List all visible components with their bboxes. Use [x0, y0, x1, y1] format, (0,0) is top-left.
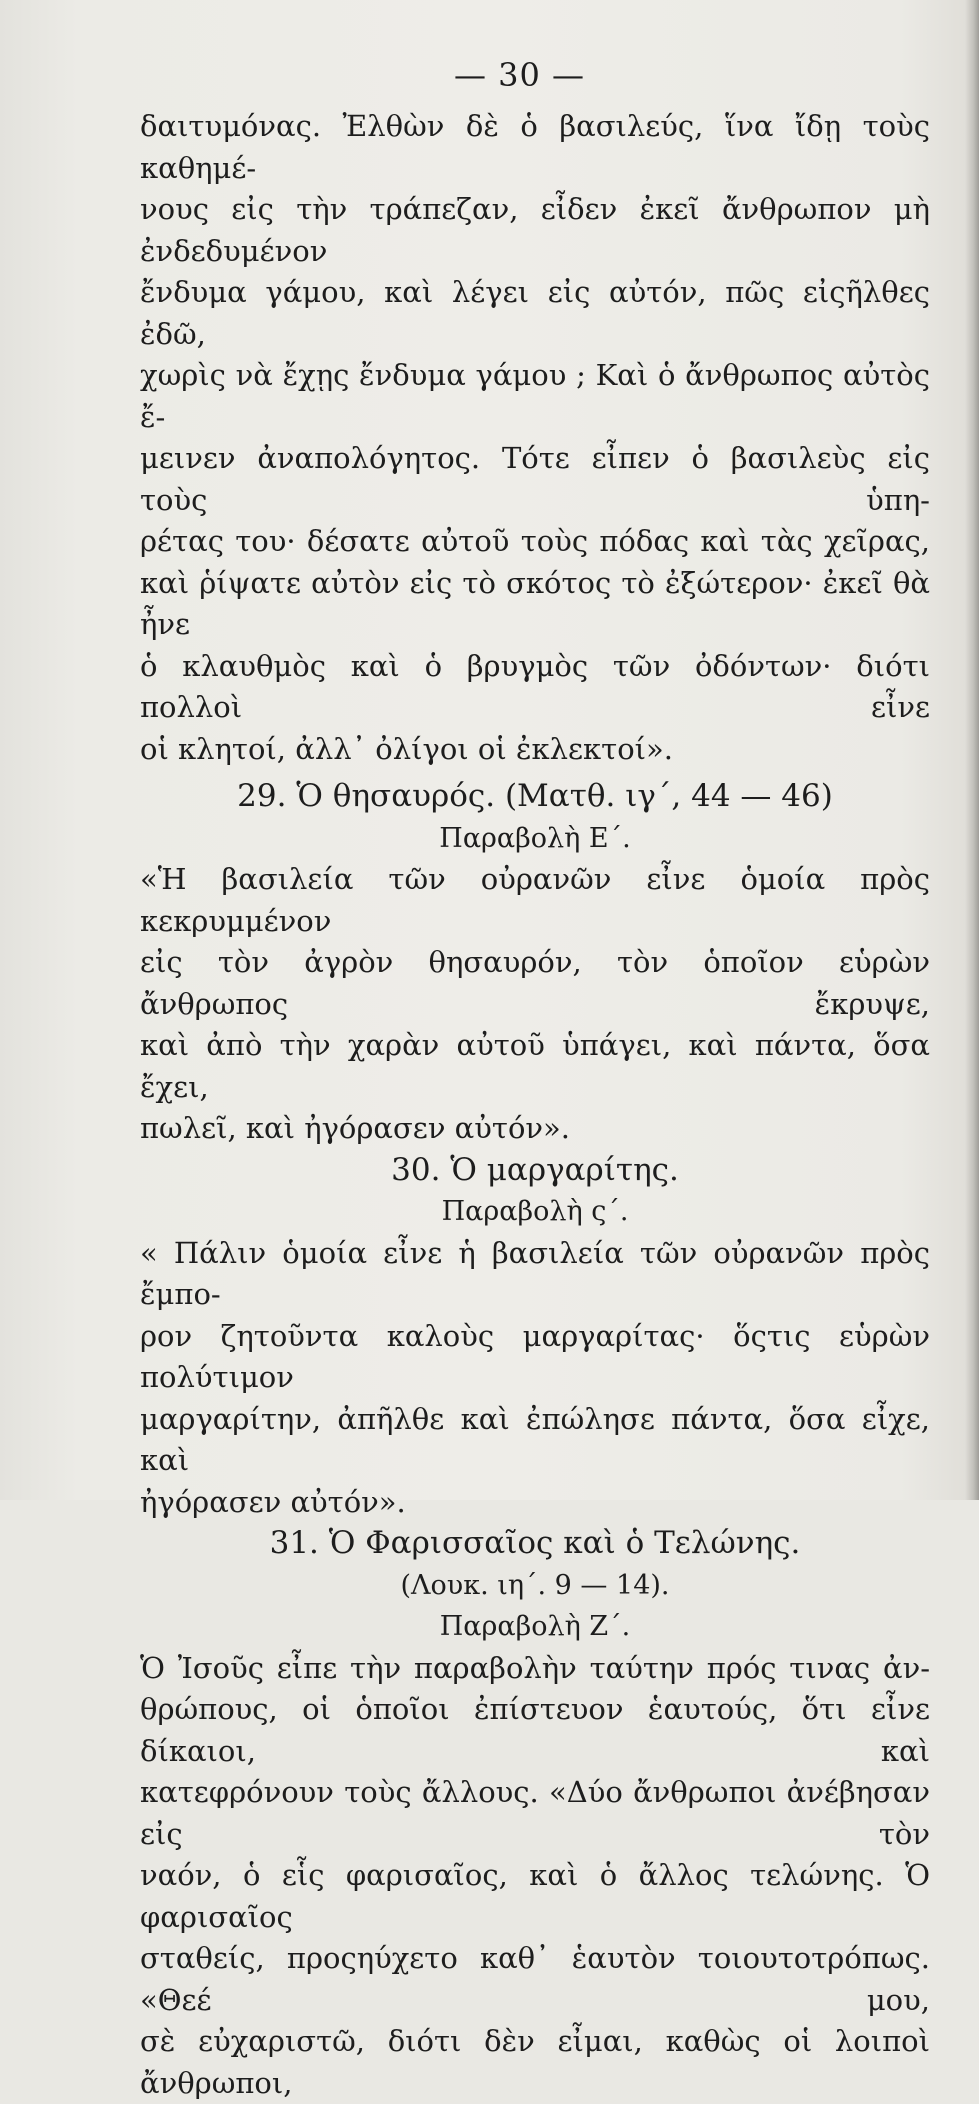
page-number: — 30 — — [0, 56, 979, 94]
section-31-title: 31. Ὁ Φαρισσαῖος καὶ ὁ Τελώνης. — [140, 1523, 930, 1565]
section-31-reference: (Λουκ. ιη´. 9 — 14). — [140, 1565, 930, 1607]
text-line: δαιτυμόνας. Ἐλθὼν δὲ ὁ βασιλεύς, ἵνα ἴδῃ τοὺς καθημέ- — [140, 106, 930, 189]
section-31-text — [140, 1648, 930, 2104]
section-29-subtitle: Παραβολὴ Ε´. — [140, 818, 930, 860]
page-edge-shadow — [965, 0, 979, 1500]
text-line: καὶ ῥίψατε αὐτὸν εἰς τὸ σκότος τὸ ἐξώτερον· ἐκεῖ θὰ ἦνε — [140, 563, 930, 646]
section-29-title: 29. Ὁ θησαυρός. (Ματθ. ιγ´, 44 — 46) — [140, 776, 930, 818]
text-line: ὁ κλαυθμὸς καὶ ὁ βρυγμὸς τῶν ὀδόντων· διότι πολλοὶ εἶνε — [140, 646, 930, 729]
paragraph-continuation — [140, 106, 930, 770]
section-31-subtitle: Παραβολὴ Ζ´. — [140, 1606, 930, 1648]
text-line: ρον ζητοῦντα καλοὺς μαργαρίτας· ὅςτις εὑρὼν πολύτιμον — [140, 1316, 930, 1399]
text-line: καὶ ἀπὸ τὴν χαρὰν αὐτοῦ ὑπάγει, καὶ πάντα, ὅσα ἔχει, — [140, 1025, 930, 1108]
page-content — [140, 106, 930, 2104]
section-29-text — [140, 859, 930, 1150]
section-30-title: 30. Ὁ μαργαρίτης. — [140, 1150, 930, 1192]
text-line: «Ἡ βασιλεία τῶν οὐρανῶν εἶνε ὁμοία πρὸς κεκρυμμένον — [140, 859, 930, 942]
text-line: νους εἰς τὴν τράπεζαν, εἶδεν ἐκεῖ ἄνθρωπον μὴ ἐνδεδυμένον — [140, 189, 930, 272]
text-line: σταθείς, προςηύχετο καθ᾽ ἑαυτὸν τοιουτοτρόπως. «Θεέ μου, — [140, 1938, 930, 2021]
text-line: ἠγόρασεν αὐτόν». — [140, 1482, 930, 1524]
text-line: χωρὶς νὰ ἔχῃς ἔνδυμα γάμου ; Καὶ ὁ ἄνθρωπος αὐτὸς ἔ- — [140, 355, 930, 438]
text-line: ἔνδυμα γάμου, καὶ λέγει εἰς αὐτόν, πῶς εἰςῆλθες ἐδῶ, — [140, 272, 930, 355]
text-line: οἱ κλητοί, ἀλλ᾽ ὀλίγοι οἱ ἐκλεκτοί». — [140, 729, 930, 771]
text-line: Ὁ Ἰσοῦς εἶπε τὴν παραβολὴν ταύτην πρός τινας ἀν- — [140, 1648, 930, 1690]
text-line: εἰς τὸν ἀγρὸν θησαυρόν, τὸν ὁποῖον εὑρὼν ἄνθρωπος ἔκρυψε, — [140, 942, 930, 1025]
text-line: κατεφρόνουν τοὺς ἄλλους. «Δύο ἄνθρωποι ἀνέβησαν εἰς τὸν — [140, 1772, 930, 1855]
section-30-text — [140, 1233, 930, 1524]
text-line: θρώπους, οἱ ὁποῖοι ἐπίστευον ἑαυτούς, ὅτι εἶνε δίκαιοι, καὶ — [140, 1689, 930, 1772]
section-30-subtitle: Παραβολὴ ς´. — [140, 1191, 930, 1233]
text-line: μαργαρίτην, ἀπῆλθε καὶ ἐπώλησε πάντα, ὅσα εἶχε, καὶ — [140, 1399, 930, 1482]
text-line: πωλεῖ, καὶ ἠγόρασεν αὐτόν». — [140, 1108, 930, 1150]
text-line: ρέτας του· δέσατε αὐτοῦ τοὺς πόδας καὶ τὰς χεῖρας, — [140, 521, 930, 563]
text-line: ναόν, ὁ εἷς φαρισαῖος, καὶ ὁ ἄλλος τελώνης. Ὁ φαρισαῖος — [140, 1855, 930, 1938]
text-line: « Πάλιν ὁμοία εἶνε ἡ βασιλεία τῶν οὐρανῶν πρὸς ἔμπο- — [140, 1233, 930, 1316]
text-line: σὲ εὐχαριστῶ, διότι δὲν εἶμαι, καθὼς οἱ λοιποὶ ἄνθρωποι, — [140, 2021, 930, 2104]
text-line: μεινεν ἀναπολόγητος. Τότε εἶπεν ὁ βασιλεὺς εἰς τοὺς ὑπη- — [140, 438, 930, 521]
